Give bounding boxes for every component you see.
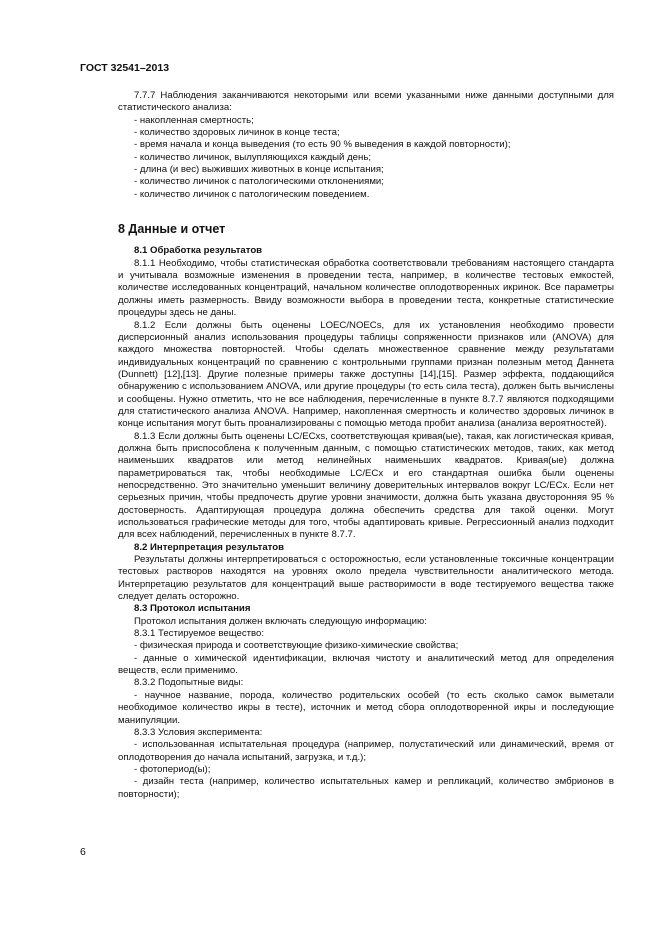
paragraph: 8.1.3 Если должны быть оценены LC/ECxs, соответствующая кривая(ые), такая, как логистическая кривая, должна быть приспособлена к полученным данным, с помощью статистических методов, таких, как метод наименьших квадратов или метод нелинейных наименьших квадратов. Кривая(ые) должна параметрироваться так, чтобы необходимые LC/ECx и его стандартная ошибка были оценены непосредственно. Это значительно уменьшит величину доверительных интервалов вокруг LC/ECx. Если нет серьезных причин, чтобы предпочесть другие уровни значимости, должна быть указана двусторонняя 95 % достоверность. Адаптирующая процедура должна обеспечить средства для такой оценки. Могут использоваться графические методы для того, чтобы адаптировать кривые. Регрессионный анализ подходит для всех наблюдений, перечисленных в пункте 8.7.7. (118, 430, 614, 541)
page-number: 6 (80, 846, 86, 858)
paragraph: - количество личинок с патологическими отклонениями; (134, 176, 384, 188)
section-heading: 8 Данные и отчет (118, 222, 226, 237)
paragraph: - длина (и вес) выживших животных в конце испытания; (134, 164, 384, 176)
subsection-heading: 8.3 Протокол испытания (134, 603, 251, 615)
paragraph: - количество здоровых личинок в конце теста; (134, 127, 340, 139)
paragraph: - количество личинок с патологическим поведением. (134, 188, 370, 200)
paragraph: 8.3.2 Подопытные виды: (134, 677, 244, 689)
paragraph: 8.1.1 Необходимо, чтобы статистическая обработка соответствовали требованиям настоящего стандарта и учитывала возможные изменения в проведении теста, например, в количестве тестовых емкостей, количестве исследованных концентраций, начальном количестве оплодотворенных икринок. Все параметры должны иметь размерность. Ввиду возможности выбора в проведении теста, конкретные статистические процедуры здесь не даны. (118, 257, 614, 319)
spacer (118, 201, 614, 209)
paragraph: Результаты должны интерпретироваться с осторожностью, если установленные токсичные концентрации тестовых растворов находятся на уровнях около предела чувствительности аналитического метода. Интерпретацию результатов для концентраций выше растворимости в воде тестируемого вещества также следует делать осторожно. (118, 554, 614, 603)
document-code: ГОСТ 32541–2013 (80, 62, 170, 74)
subsection-heading: 8.1 Обработка результатов (134, 245, 263, 257)
paragraph: - время начала и конца выведения (то есть 90 % выведения в каждой повторности); (134, 139, 511, 151)
paragraph: 8.1.2 Если должны быть оценены LOEC/NOECs, для их установления необходимо провести дисперсионный анализ использования процедуры таблицы сопряженности признаков или (ANOVA) для каждого множества повторностей. Чтобы сделать множественное сравнение между результатами индивидуальных концентраций по сравнению с контрольными группами признан полезным метод Даннета (Dunnett) [12],[13]. Другие полезные примеры также доступны [14],[15]. Размер эффекта, поддающийся обнаружению с использованием ANOVA, или другие процедуры (то есть сила теста), должен быть вычислены и сообщены. Нужно отметить, что не все наблюдения, перечисленные в пункте 8.7.7 являются подходящими для статистического анализа ANOVA. Например, накопленная смертность и количество здоровых личинок в конце испытания могут быть проанализированы с помощью метода пробит анализа (анализа вероятностей). (118, 319, 614, 430)
paragraph: - количество личинок, вылупляющихся каждый день; (134, 151, 371, 163)
subsection-heading: 8.2 Интерпретация результатов (134, 541, 284, 553)
paragraph: - фотопериод(ы); (134, 763, 211, 775)
paragraph: 8.3.1 Тестируемое вещество: (134, 628, 265, 640)
paragraph: - научное название, порода, количество родительских особей (то есть сколько самок выметали необходимое количество икры в тесте), источник и метод сбора оплодотворенной икры и последующие манипуляции. (118, 689, 614, 726)
paragraph: - физическая природа и соответствующие физико-химические свойства; (134, 640, 459, 652)
paragraph: - накопленная смертность; (134, 114, 254, 126)
paragraph: - использованная испытательная процедура (например, полустатический или динамический, время от оплодотворения до начала испытаний, загрузка, и т.д.); (118, 739, 614, 763)
paragraph: Протокол испытания должен включать следующую информацию: (134, 615, 427, 627)
paragraph: - дизайн теста (например, количество испытательных камер и репликаций, количество эмбрионов в повторности); (118, 776, 614, 800)
paragraph: - данные о химической идентификации, включая чистоту и аналитический метод для определения веществ, если применимо. (118, 652, 614, 677)
paragraph: 7.7.7 Наблюдения заканчиваются некоторыми или всеми указанными ниже данными доступными для статистического анализа: (118, 90, 614, 114)
document-body (118, 90, 614, 801)
paragraph: 8.3.3 Условия эксперимента: (134, 726, 263, 738)
